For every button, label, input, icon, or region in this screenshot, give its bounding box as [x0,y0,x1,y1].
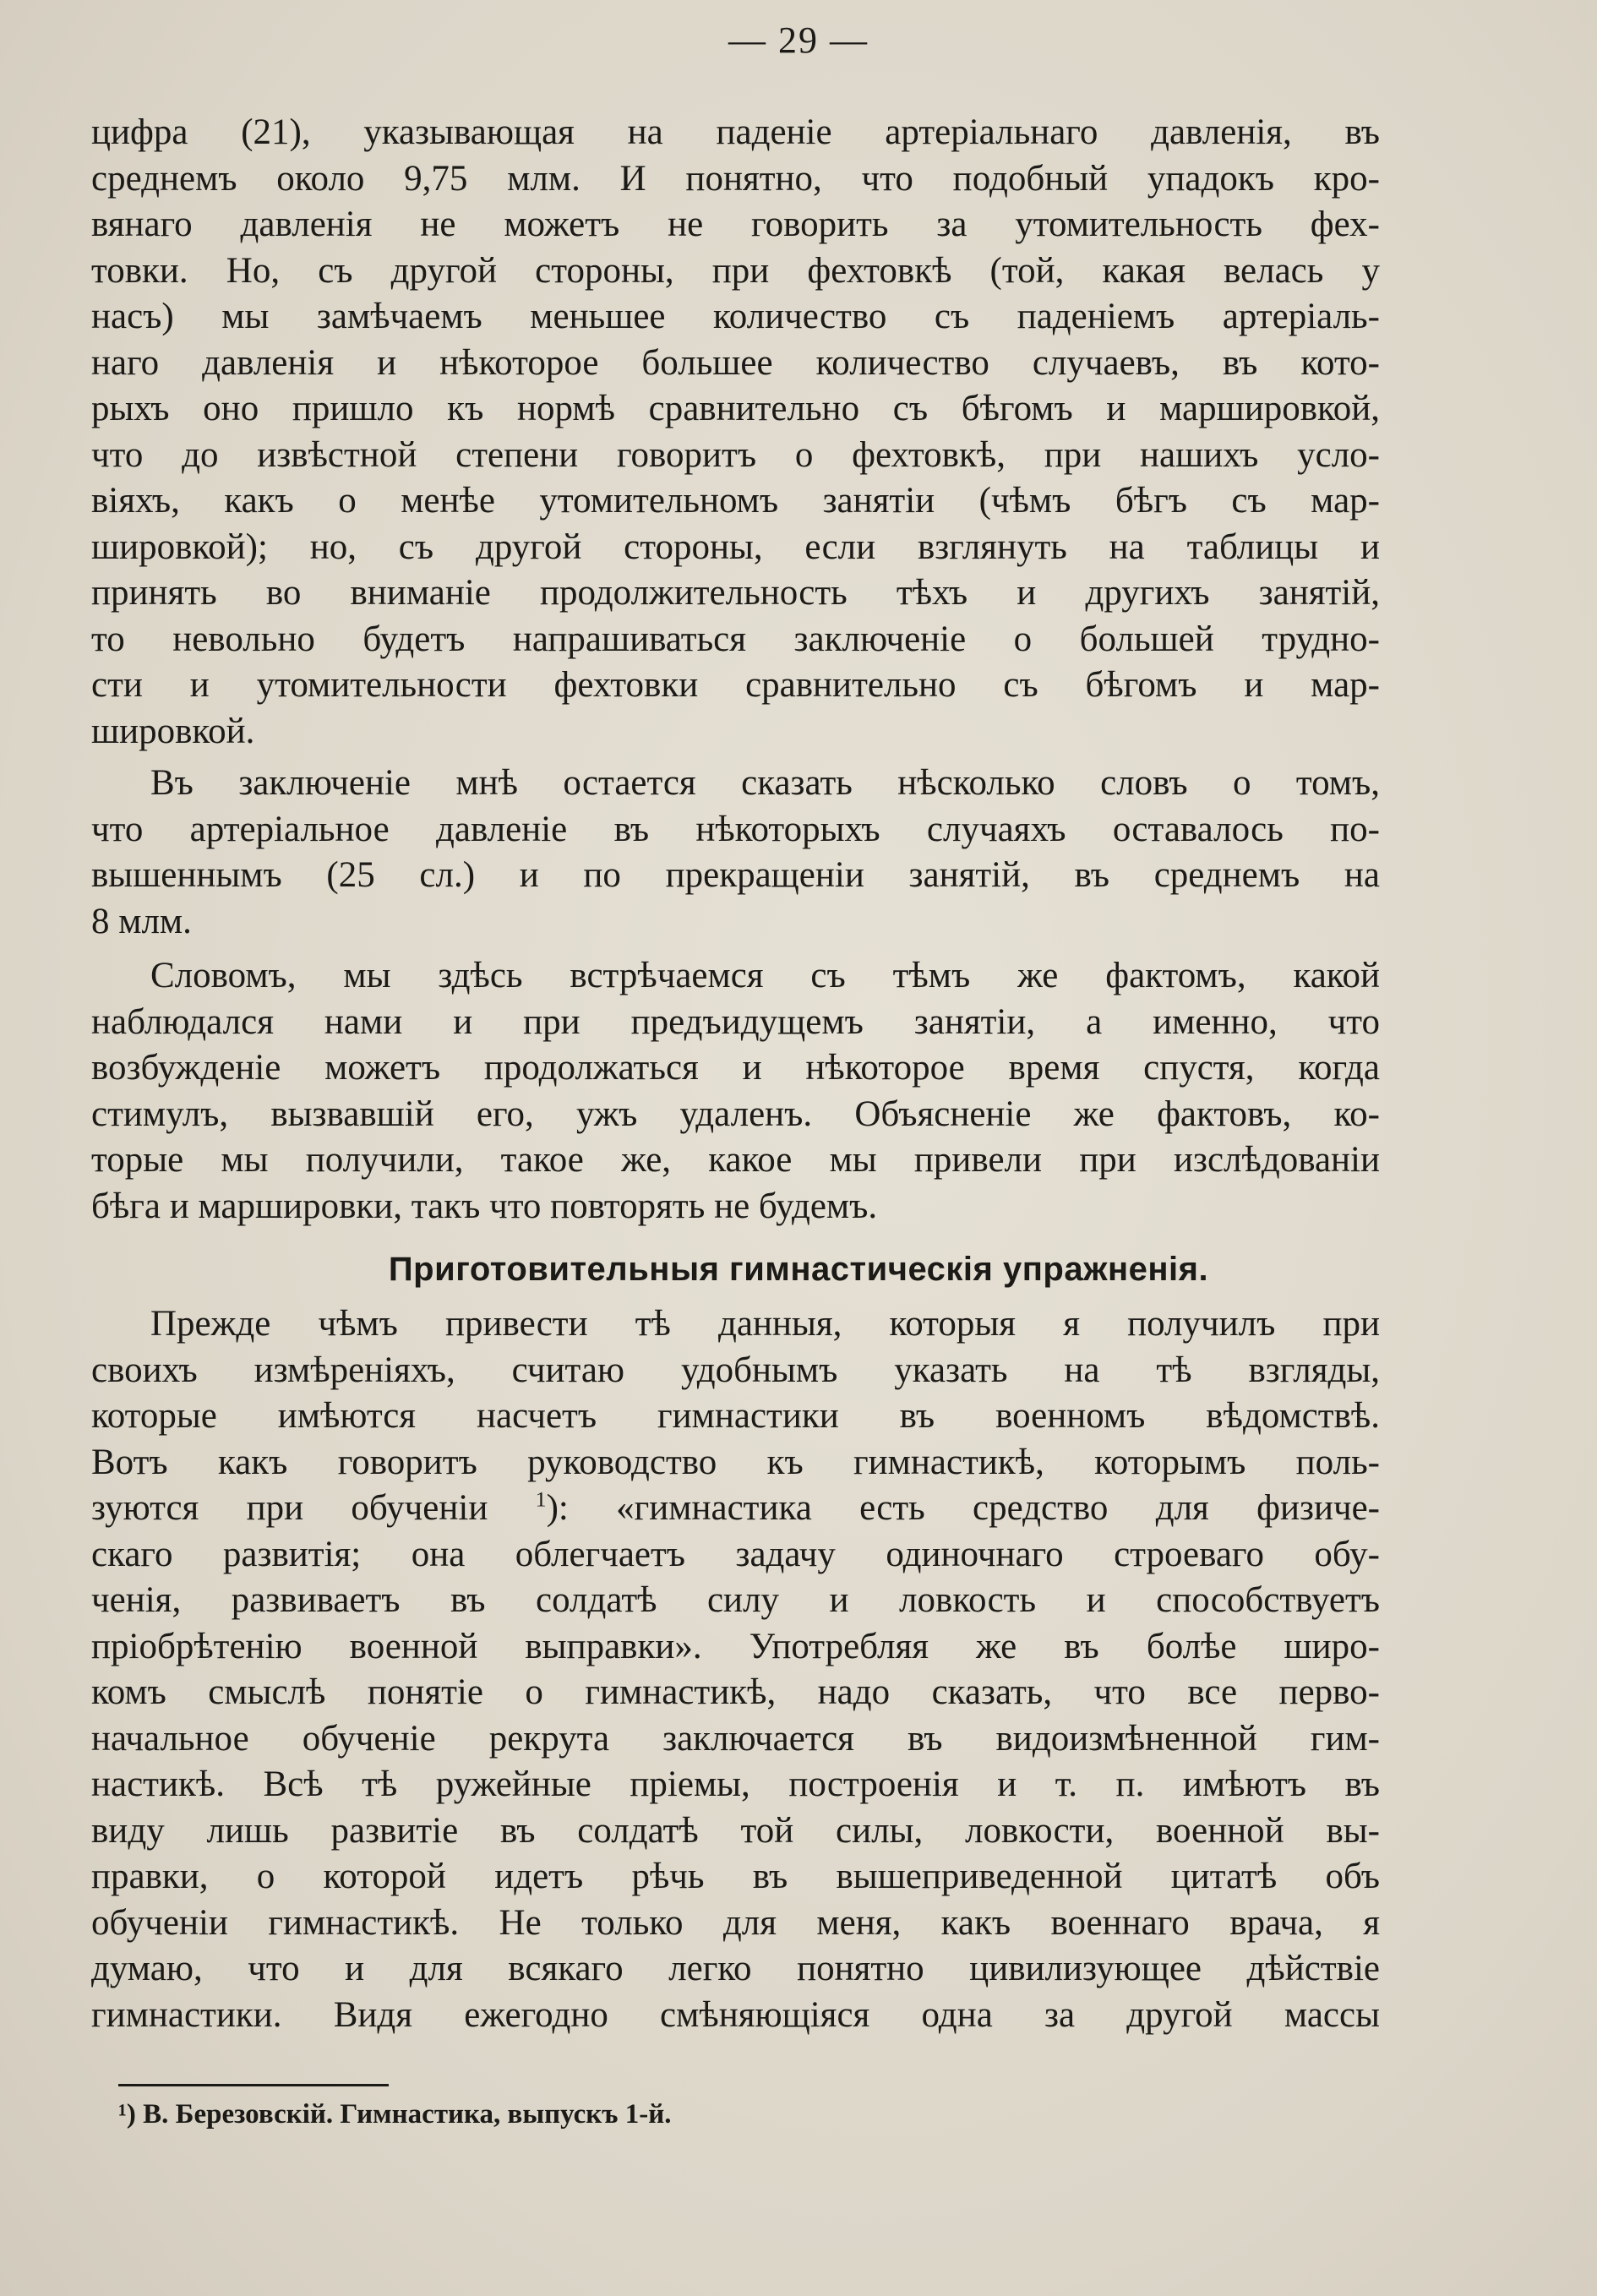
text-line: сти и утомительности фехтовки сравнительно съ бѣгомъ и мар- [91,665,1380,705]
text-line: пріобрѣтенію военной выправки». Употребляя же въ болѣе широ- [91,1626,1380,1666]
text-line: ченія, развиваетъ въ солдатѣ силу и ловкость и способствуетъ [91,1580,1380,1620]
text-line: вышеннымъ (25 сл.) и по прекращеніи занятій, въ среднемъ на [91,855,1380,895]
text-line: наблюдался нами и при предъидущемъ занятіи, а именно, что [91,1001,1380,1042]
text-line: шировкой. [91,711,255,751]
text-fragment: зуются при обученіи [91,1488,488,1528]
text-line: 8 млм. [91,901,192,941]
text-line: шировкой); но, съ другой стороны, если взглянуть на таблицы и [91,526,1380,567]
text-line: которые имѣются насчетъ гимнастики въ военномъ вѣдомствѣ. [91,1396,1380,1436]
footnote-marker: ¹) [118,2099,136,2130]
text-line: возбужденіе можетъ продолжаться и нѣкоторое время спустя, когда [91,1048,1380,1088]
text-line: скаго развитія; она облегчаетъ задачу одиночнаго строеваго обу- [91,1534,1380,1574]
text-line: віяхъ, какъ о менѣе утомительномъ занятіи (чѣмъ бѣгъ съ мар- [91,481,1380,521]
footnote-marker: 1 [535,1486,547,1512]
footnote-text: В. Березовскій. Гимнастика, выпускъ 1-й. [143,2099,672,2130]
text-line: вянаго давленія не можетъ не говорить за утомительность фех- [91,205,1380,244]
text-line: Словомъ, мы здѣсь встрѣчаемся съ тѣмъ же фактомъ, какой [150,956,1380,995]
text-line: наго давленія и нѣкоторое большее количество случаевъ, въ кото- [91,342,1380,383]
text-line: Вотъ какъ говоритъ руководство къ гимнастикѣ, которымъ поль- [91,1442,1380,1482]
text-line: гимнастики. Видя ежегодно смѣняющіяся одна за другой массы [91,1994,1380,2035]
text-line: что артеріальное давленіе въ нѣкоторыхъ случаяхъ оставалось по- [91,809,1380,849]
text-line: бѣга и маршировки, такъ что повторять не будемъ. [91,1186,878,1226]
text-line: Въ заключеніе мнѣ остается сказать нѣсколько словъ о томъ, [150,763,1380,803]
text-line: Прежде чѣмъ привести тѣ данныя, которыя я получилъ при [150,1304,1380,1344]
text-line: комъ смыслѣ понятіе о гимнастикѣ, надо сказать, что все перво- [91,1672,1380,1712]
text-line: стимулъ, вызвавшій его, ужъ удаленъ. Объясненіе же фактовъ, ко- [91,1093,1380,1134]
text-line-with-footnote [91,1486,1380,1532]
page-number: — 29 — [728,19,869,61]
text-line: принять во вниманіе продолжительность тѣхъ и другихъ занятій, [91,573,1380,613]
text-line: что до извѣстной степени говоритъ о фехтовкѣ, при нашихъ усло- [91,434,1380,475]
text-line: рыхъ оно пришло къ нормѣ сравнительно съ бѣгомъ и маршировкой, [91,389,1380,428]
text-line: среднемъ около 9,75 млм. И понятно, что подобный упадокъ кро- [91,158,1380,199]
text-line: начальное обученіе рекрута заключается въ видоизмѣненной гим- [91,1718,1380,1759]
paragraph-1 [91,110,1380,755]
text-line: насъ) мы замѣчаемъ меньшее количество съ паденіемъ артеріаль- [91,297,1380,336]
text-line: торые мы получили, такое же, какое мы привели при изслѣдованіи [91,1140,1380,1180]
text-line: думаю, что и для всякаго легко понятно цивилизующее дѣйствіе [91,1949,1380,1988]
text-line: цифра (21), указывающая на паденіе артеріальнаго давленія, въ [91,112,1380,152]
section-heading: Приготовительныя гимнастическія упражненія. [388,1251,1209,1288]
text-line: товки. Но, съ другой стороны, при фехтовкѣ (той, какая велась у [91,250,1380,291]
text-line: правки, о которой идетъ рѣчь въ вышеприведенной цитатѣ объ [91,1857,1380,1896]
paragraph-2 [91,761,1380,945]
text-line: своихъ измѣреніяхъ, считаю удобнымъ указать на тѣ взгляды, [91,1350,1380,1390]
text-line: виду лишь развитіе въ солдатѣ той силы, ловкости, военной вы- [91,1810,1380,1851]
text-line: обученіи гимнастикѣ. Не только для меня, какъ военнаго врача, я [91,1902,1380,1943]
footnote-divider [118,2084,389,2086]
text-line: настикѣ. Всѣ тѣ ружейные пріемы, построенія и т. п. имѣютъ въ [91,1764,1380,1804]
text-line: то невольно будетъ напрашиваться заключеніе о большей трудно- [91,619,1380,659]
paragraph-4 [91,1301,1380,2038]
paragraph-3 [91,953,1380,1230]
text-fragment: ): «гимнастика есть средство для физиче- [546,1488,1381,1528]
footnote [118,2096,672,2133]
